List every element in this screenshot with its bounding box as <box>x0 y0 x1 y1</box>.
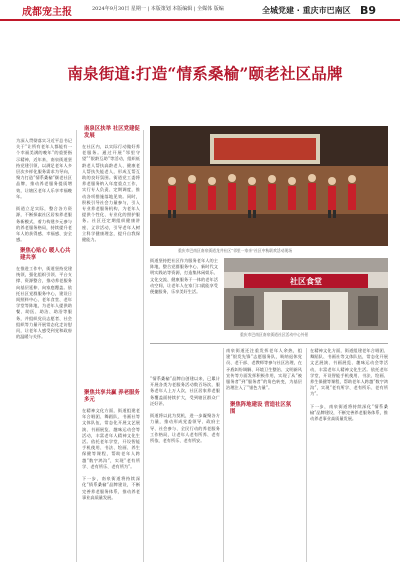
photo-caption-1: 重庆市巴南区南泉街道龙井社区“邻里一家亲”社区中秋联欢活动现场 <box>178 248 292 253</box>
subhead-2: 南泉区扶举 社区党建促发展 <box>84 126 140 139</box>
body-col-4: “情系桑榆”品牌自创建以来，已累计开展各类为老服务活动数百场次，服务老年人上万人次，社区居家养老服务覆盖面持续扩大，受到辖区群众广泛好评。 街道将以此为契机，进一步凝聚各方力量，推动形成党委领导、政府主导、社会参与、全民行动的养老服务工作格局，让老年人老有所养、老有所依、老有所乐、老有所安。 <box>150 376 220 444</box>
sign-text: 社区食堂 <box>290 276 322 286</box>
column-rule <box>76 130 77 562</box>
photo-caption-2: 重庆市巴南区南泉街道社区活动中心外景 <box>240 332 309 337</box>
community-event-illustration <box>150 126 388 246</box>
body-col-3: 街道坚持把社区作为服务老年人的主阵地，整合党群服务中心、新时代文明实践站等资源，打造集休闲娱乐、文化交流、健康服务于一体的老年活动空间，让老年人在家门口就能享受便捷服务，乐享美好生活。 <box>150 258 218 295</box>
issue-line: 2024年9月30日 星期一 | 本版策划 本版编辑 | 全媒体 版编 <box>92 6 224 12</box>
community-center-illustration <box>224 258 388 330</box>
body-col-5: 南泉街道还注重发挥老年人余热，组建“银发先锋”志愿服务队，吸纳退休党员、老干部、老教师等参与社区治理，在矛盾纠纷调解、环境卫生整治、文明新风宣传等方面发挥积极作用，实现了从“被服务者”到“服务者”的角色转变，为基层治理注入了“银色力量”。 <box>226 348 302 391</box>
header-rule <box>0 19 400 21</box>
body-col-2b: 在精神文化方面，街道组建老年合唱团、舞蹈队、书画社等文体队伍，常态化开展文艺展演、书画展览、趣味运动会等活动，丰富老年人精神文化生活。依托老年学堂，开设智能手机使用、书法、绘画、养生保健等课程，帮助老年人跨越“数字鸿沟”，实现“老有所学、老有所乐、老有所为”。 下一步，南泉街道将持续深化“情系桑榆”品牌建设，不断完善养老服务体系，推动养老事业高质量发展。 <box>82 408 140 500</box>
section-divider <box>150 343 388 344</box>
body-col-1: 为深入贯彻落实习近平总书记关于“让所有老年人都能有一个幸福美满的晚年”的重要指示精神，近年来，南泉街道坚持党建引领，以满足老年人多层次多样化服务需求为导向，聚力打造“情系桑榆”颐老社区品牌，推动养老服务提质增效，让辖区老年人乐享幸福晚年。 街道立足实际，整合各方资源，不断探索社区居家养老服务新模式，着力构建多元参与的养老服务格局，持续提升老年人的获得感、幸福感、安全感。 <box>16 138 72 243</box>
subhead-4: 聚焦阵地建设 营造社区氛围 <box>230 402 292 415</box>
body-col-6: 在精神文化方面，街道组建老年合唱团、舞蹈队、书画社等文体队伍，常态化开展文艺展演、书画展览、趣味运动会等活动，丰富老年人精神文化生活。依托老年学堂，开设智能手机使用、书法、绘画、养生保健等课程，帮助老年人跨越“数字鸿沟”，实现“老有所学、老有所乐、老有所为”。 下一步，南泉街道将持续深化“情系桑榆”品牌建设，不断完善养老服务体系，推动养老事业高质量发展。 <box>310 348 388 422</box>
top-bar <box>0 0 400 18</box>
column-rule <box>223 348 224 562</box>
headline: 南泉街道:打造“情系桑榆”颐老社区品牌 <box>67 64 343 83</box>
section-title: 全城党建 · 重庆市巴南区 <box>262 6 351 15</box>
body-col-1b: 在推进工作中，街道坚持党建统领，强化组织引领、平台支撑、资源整合，推动养老服务向基层延伸、向家庭覆盖。依托社区党群服务中心，建设日间照料中心、老年食堂、老年学堂等阵地，为老年人提供助餐、助医、助洁、助浴等服务，并组织党员志愿者、社会组织等力量开展常态化走访慰问，让老年人感受到党和政府的温暖与关怀。 <box>16 266 72 340</box>
masthead: 成都宠主报 <box>22 7 72 18</box>
column-rule <box>143 130 144 562</box>
photo-community-event <box>150 126 388 246</box>
subhead-3: 聚焦共享共赢 养老服务多元 <box>84 390 140 403</box>
page-number: B9 <box>360 4 377 17</box>
column-rule <box>306 348 307 562</box>
photo-community-center <box>224 258 388 330</box>
body-col-2: 在社区内，以实际行动做好养老服务。通过开展“邻里守望”“银龄互助”等活动，组织低龄老人帮扶高龄老人、健康老人帮扶失能老人，形成互帮互助的良好氛围。街道党工委将养老服务纳入年度重点工作，实行专人负责、定期调度，推动各项措施落地见效。同时，积极引导社会力量参与，引入专业养老服务机构，为老年人提供个性化、专业化的照护服务。社区还定期组织健康讲座、义诊活动，引导老年人树立科学健康理念，提升自我保健能力。 <box>82 144 140 243</box>
subhead-1: 聚焦心贴心 暖人心共建共享 <box>20 248 71 261</box>
